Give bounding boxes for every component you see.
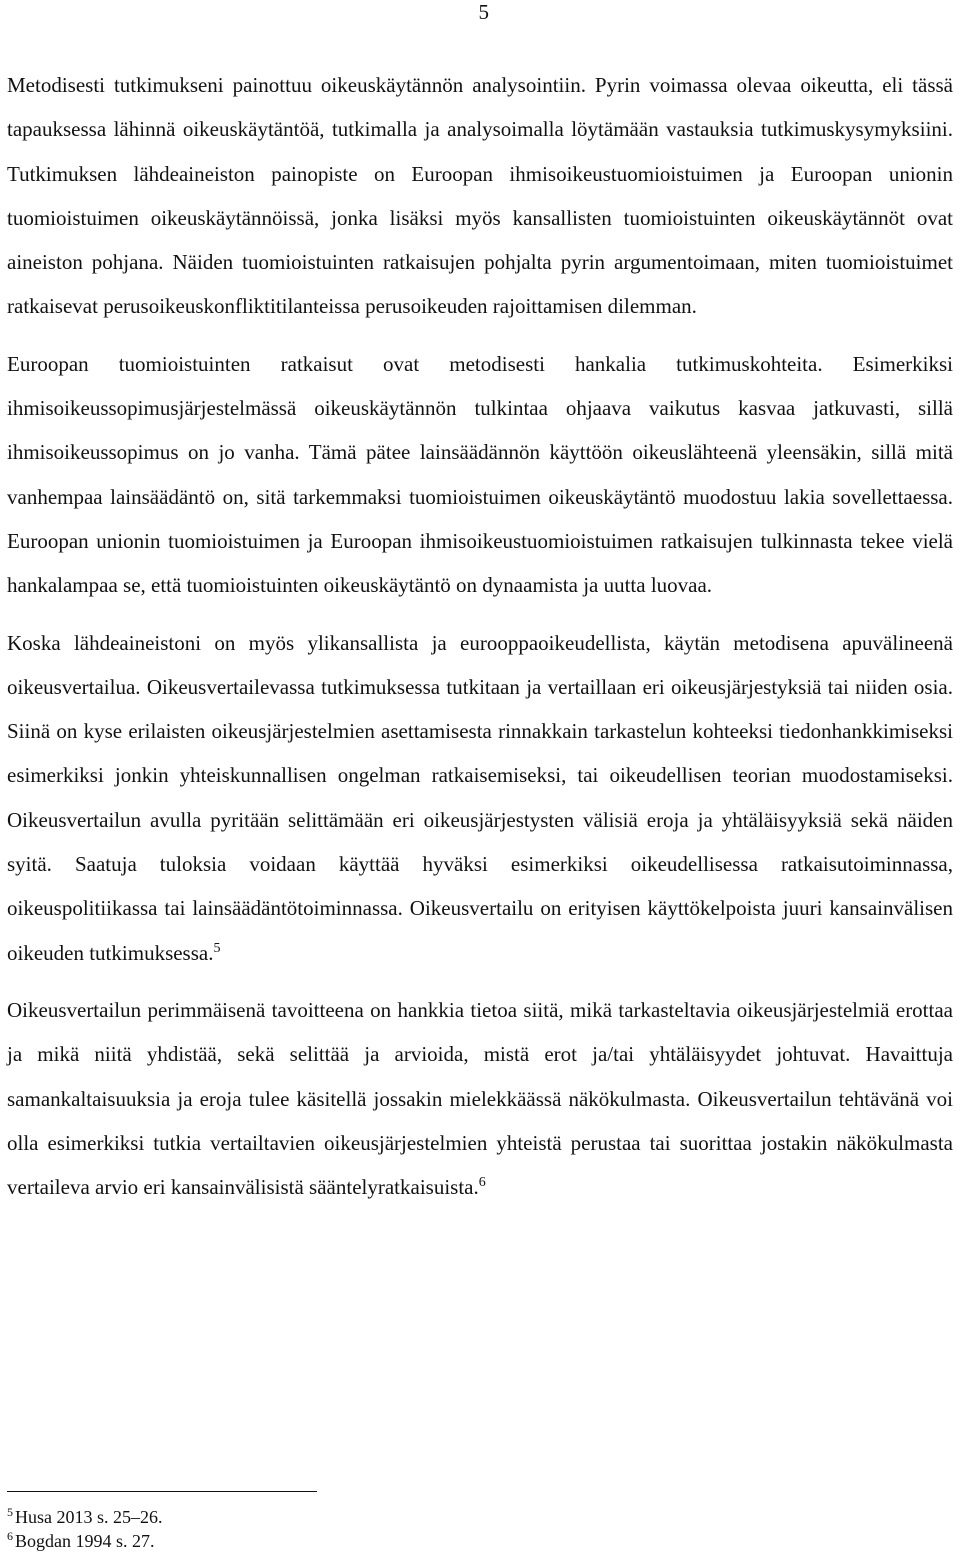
- body-text: [7, 63, 953, 1209]
- footnote-number: 5: [7, 1505, 13, 1519]
- paragraph-2: [7, 342, 953, 608]
- footnotes: [7, 1505, 947, 1553]
- paragraph-gap: [7, 975, 953, 988]
- paragraph-4-text: Oikeusvertailun perimmäisenä tavoitteena on hankkia tietoa siitä, mikä tarkasteltavia oikeusjärjestelmiä erottaa ja mikä niitä yhdistää, sekä selittää ja arvioida, mistä erot ja/tai yhtäläisyydet johtuvat. Havaittuja samankaltaisuuksia ja eroja tulee käsitellä jossakin mielekkäässä näkökulmasta. Oikeusvertailun tehtävänä voi olla esimerkiksi tutkia vertailtavien oikeusjärjestelmien yhteistä perustaa tai suorittaa jostakin näkökulmasta vertaileva arvio eri kansainvälisistä sääntelyratkaisuista.: [7, 997, 953, 1200]
- footnote-ref-5[interactable]: 5: [213, 940, 221, 956]
- paragraph-2-text: Euroopan tuomioistuinten ratkaisut ovat metodisesti hankalia tutkimuskohteita. Esimerkiksi ihmisoikeussopimusjärjestelmässä oikeuskäytännön tulkintaa ohjaava vaikutus kasvaa jatkuvasti, sillä ihmisoikeussopimus on jo vanha. Tämä pätee lainsäädännön käyttöön oikeuslähteenä yleensäkin, sillä mitä vanhempaa lainsäädäntö on, sitä tarkemmaksi tuomioistuimen oikeuskäytäntö muodostuu lakia sovellettaessa. Euroopan unionin tuomioistuimen ja Euroopan ihmisoikeustuomioistuimen ratkaisujen tulkinnasta tekee vielä hankalampaa se, että tuomioistuinten oikeuskäytäntö on dynaamista ja uutta luovaa.: [7, 351, 953, 598]
- footnote-5: [7, 1505, 947, 1529]
- footnote-text: Husa 2013 s. 25–26.: [15, 1507, 163, 1527]
- footnote-ref-6[interactable]: 6: [478, 1175, 486, 1191]
- footnote-6: [7, 1529, 947, 1553]
- paragraph-1: [7, 63, 953, 329]
- page-number: 5: [478, 0, 489, 24]
- paragraph-4: [7, 988, 953, 1209]
- paragraph-3-text: Koska lähdeaineistoni on myös ylikansallista ja eurooppaoikeudellista, käytän metodisena apuvälineenä oikeusvertailua. Oikeusvertailevassa tutkimuksessa tutkitaan ja vertaillaan eri oikeusjärjestyksiä tai niiden osia. Siinä on kyse erilaisten oikeusjärjestelmien asettamisesta rinnakkain tarkastelun kohteeksi tiedonhankkimiseksi esimerkiksi jonkin yhteiskunnallisen ongelman ratkaisemiseksi, tai oikeudellisen teorian muodostamiseksi. Oikeusvertailun avulla pyritään selittämään eri oikeusjärjestysten välisiä eroja ja yhtäläisyyksiä sekä näiden syitä. Saatuja tuloksia voidaan käyttää hyväksi esimerkiksi oikeudellisessa ratkaisutoiminnassa, oikeuspolitiikassa tai lainsäädäntötoiminnassa. Oikeusvertailu on erityisen käyttökelpoista juuri kansainvälisen oikeuden tutkimuksessa.: [7, 630, 953, 965]
- footnote-divider: [7, 1491, 317, 1492]
- paragraph-gap: [7, 608, 953, 621]
- paragraph-3: [7, 621, 953, 975]
- paragraph-1-text: Metodisesti tutkimukseni painottuu oikeuskäytännön analysointiin. Pyrin voimassa olevaa oikeutta, eli tässä tapauksessa lähinnä oikeuskäytäntöä, tutkimalla ja analysoimalla löytämään vastauksia tutkimuskysymyksiini. Tutkimuksen lähdeaineiston painopiste on Euroopan ihmisoikeustuomioistuimen ja Euroopan unionin tuomioistuimen oikeuskäytännöissä, jonka lisäksi myös kansallisten tuomioistuinten oikeuskäytännöt ovat aineiston pohjana. Näiden tuomioistuinten ratkaisujen pohjalta pyrin argumentoimaan, miten tuomioistuimet ratkaisevat perusoikeuskonfliktitilanteissa perusoikeuden rajoittamisen dilemman.: [7, 73, 953, 319]
- paragraph-gap: [7, 329, 953, 342]
- footnote-number: 6: [7, 1529, 13, 1543]
- footnote-text: Bogdan 1994 s. 27.: [15, 1531, 155, 1551]
